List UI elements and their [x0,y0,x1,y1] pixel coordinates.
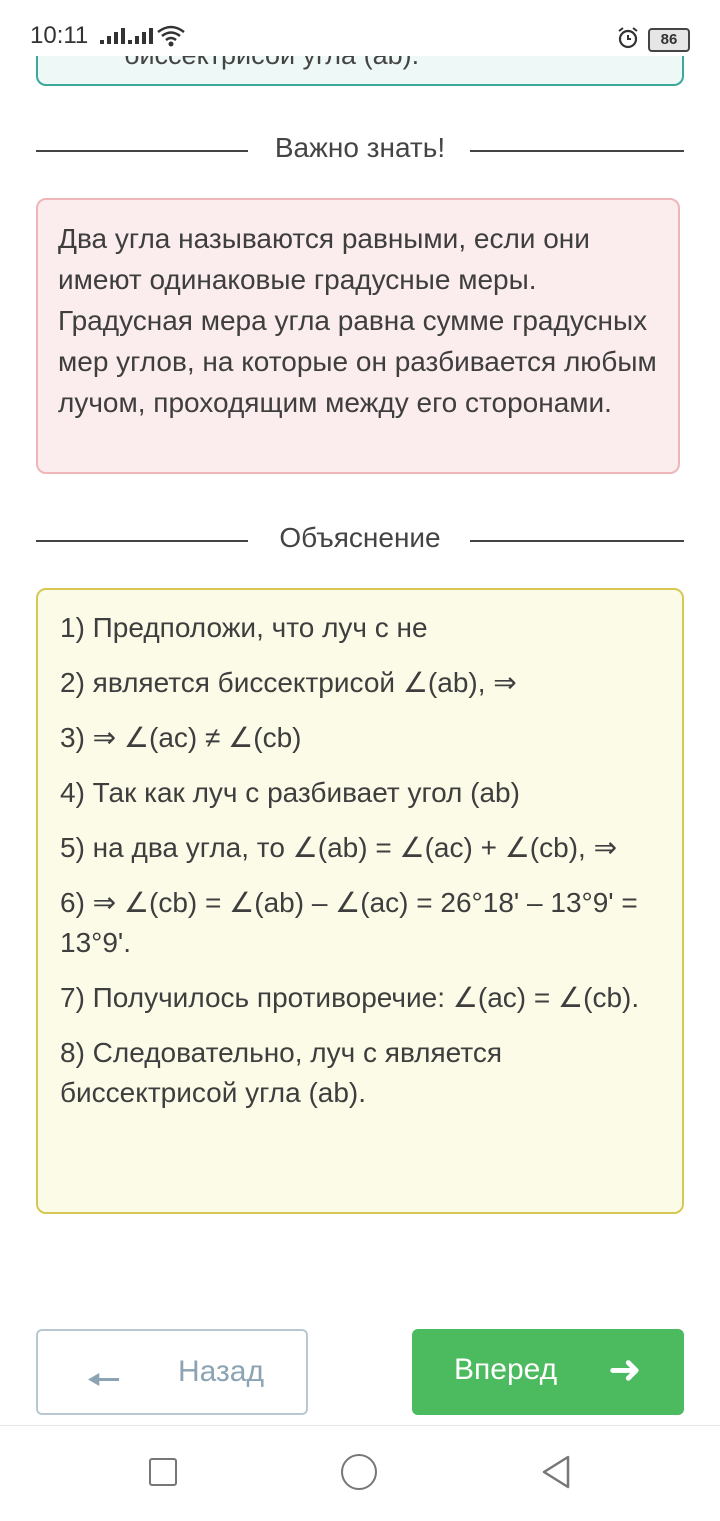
important-heading: Важно знать! [274,132,446,163]
explanation-box [36,588,684,1214]
explanation-step: 2) является биссектрисой ∠(ab), ⇒ [60,667,517,698]
arrow-left-icon: 🠔 [86,1358,121,1402]
explanation-step: 5) на два угла, то ∠(ab) = ∠(ac) + ∠(cb), ⇒ [60,832,618,863]
recent-apps-icon[interactable] [149,1458,177,1486]
next-button[interactable] [412,1329,684,1415]
next-button-label: Вперед [454,1353,558,1386]
explanation-divider [36,520,684,560]
explanation-heading: Объяснение [279,522,441,553]
back-button-label: Назад [178,1355,264,1388]
signal-icon [100,28,125,44]
home-icon[interactable] [341,1454,377,1490]
divider-line [470,540,684,542]
explanation-step: 1) Предположи, что луч c не [60,612,428,643]
explanation-step: 7) Получилось противоречие: ∠(ac) = ∠(cb). [60,982,640,1013]
explanation-step: 3) ⇒ ∠(ac) ≠ ∠(cb) [60,722,302,753]
wifi-icon [156,24,186,48]
battery-icon: 86 [648,28,690,52]
important-divider [36,130,684,170]
divider-line [470,150,684,152]
alarm-icon [616,26,640,50]
arrow-right-icon: ➜ [608,1348,642,1392]
signal-icon [128,28,153,44]
status-bar [0,0,720,56]
explanation-step: 4) Так как луч c разбивает угол (ab) [60,777,520,808]
explanation-step: 8) Следовательно, луч c является биссектрисой угла (ab). [60,1037,502,1108]
important-text: Два угла называются равными, если они имеют одинаковые градусные меры. Градусная мера угла равна сумме градусных мер углов, на которые он разбивается любым лучом, проходящим между его сторонами. [58,223,657,418]
back-button[interactable] [36,1329,308,1415]
back-triangle-icon[interactable] [540,1454,572,1490]
status-time: 10:11 [30,22,89,49]
important-box [36,198,680,474]
explanation-step: 6) ⇒ ∠(cb) = ∠(ab) – ∠(ac) = 26°18' – 13°9' = 13°9'. [60,887,638,958]
system-nav-bar [0,1425,720,1521]
